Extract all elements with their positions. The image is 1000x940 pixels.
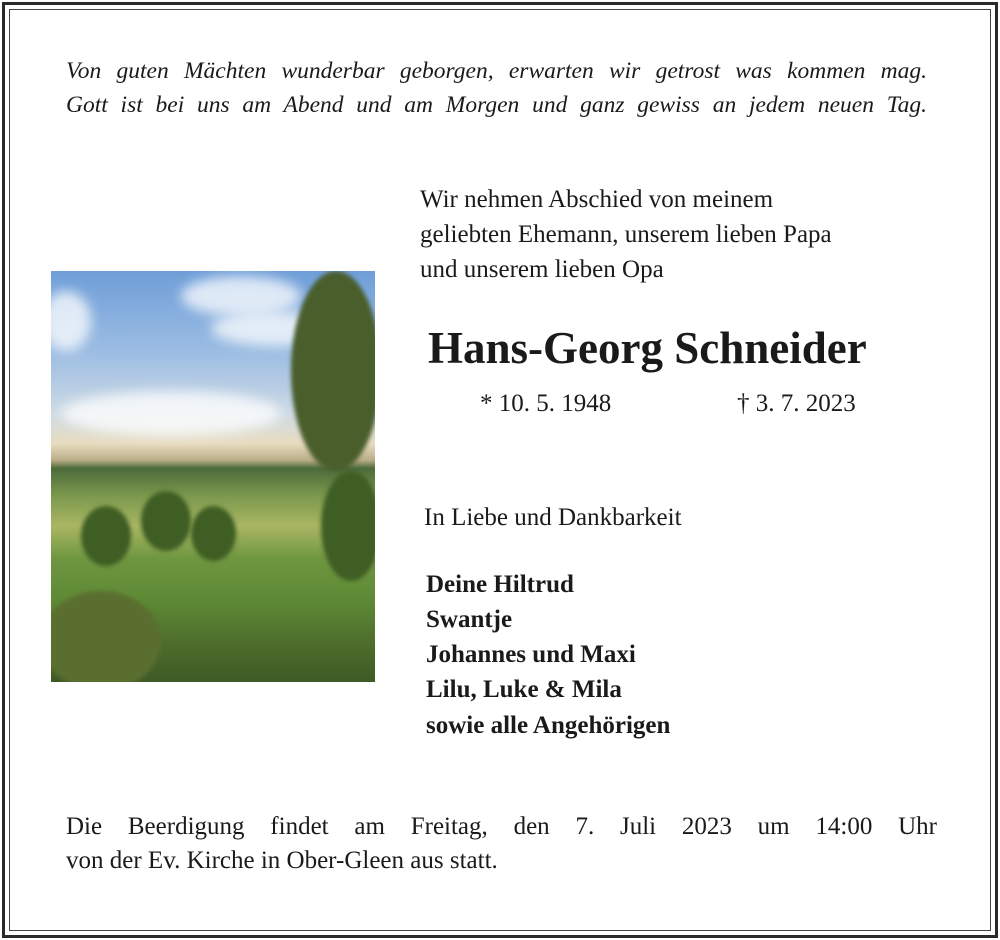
intro-line-1: Wir nehmen Abschied von meinem: [420, 186, 774, 213]
funeral-line-2: von der Ev. Kirche in Ober-Gleen aus statt.: [66, 847, 498, 874]
intro-line-2: geliebten Ehemann, unserem lieben Papa: [420, 221, 832, 248]
landscape-photo: [51, 271, 375, 682]
quote-line-1: Von guten Mächten wunderbar geborgen, erwarten wir getrost was kommen mag.: [66, 58, 927, 84]
deceased-name: Hans-Georg Schneider: [428, 323, 867, 373]
funeral-line-1: Die Beerdigung findet am Freitag, den 7. Juli 2023 um 14:00 Uhr: [66, 813, 937, 840]
signature-line: sowie alle Angehörigen: [426, 712, 671, 739]
signature-line: Lilu, Luke & Mila: [426, 676, 622, 703]
closing-text: In Liebe und Dankbarkeit: [424, 504, 682, 531]
death-date: † 3. 7. 2023: [737, 390, 856, 417]
birth-date: * 10. 5. 1948: [480, 390, 612, 417]
intro-line-3: und unserem lieben Opa: [420, 256, 664, 283]
signature-line: Johannes und Maxi: [426, 641, 636, 668]
signature-line: Swantje: [426, 606, 513, 633]
quote-line-2: Gott ist bei uns am Abend und am Morgen und ganz gewiss an jedem neuen Tag.: [66, 92, 927, 118]
signature-line: Deine Hiltrud: [426, 571, 574, 598]
